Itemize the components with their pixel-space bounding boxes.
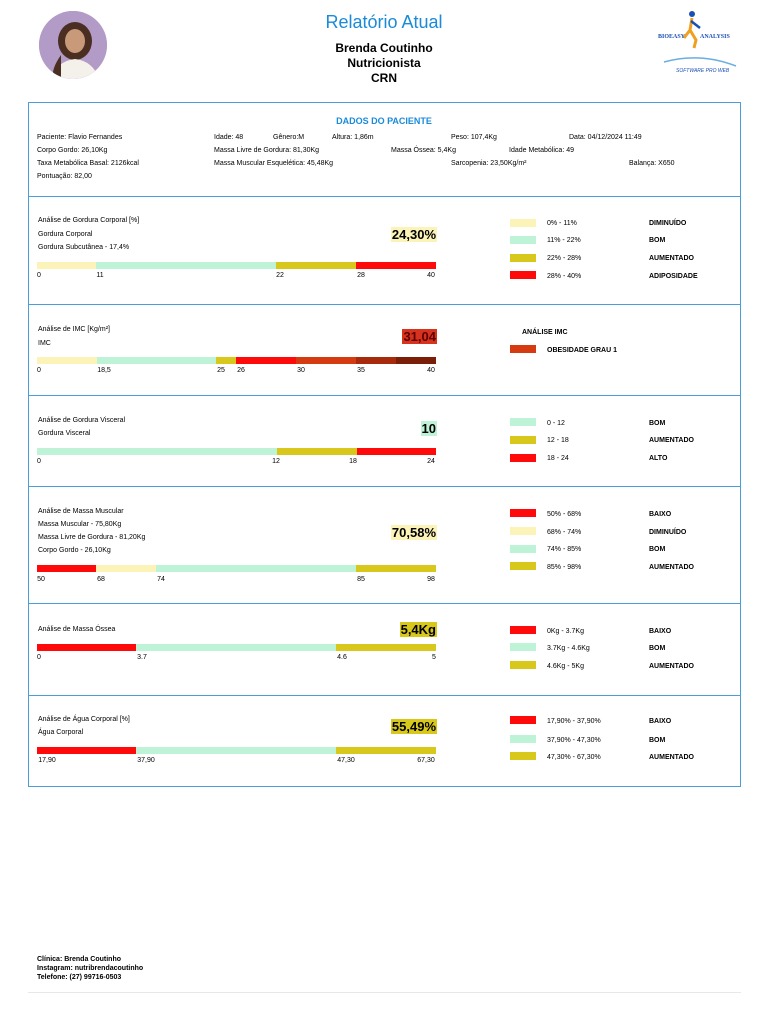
scale-tick: 18,5 [97,367,111,374]
bmi-scale-bar [37,357,436,364]
bar-segment [396,357,436,364]
legend-range: 11% - 22% [547,237,581,244]
visceral-value: 10 [421,421,436,436]
scale-tick: 0 [37,272,41,279]
bar-segment [97,357,216,364]
patient-height: Altura: 1,86m [332,134,374,141]
scale-tick: 22 [276,272,284,279]
legend-swatch [510,643,536,651]
nutritionist-name: Brenda Coutinho [335,41,433,55]
bar-segment [216,357,236,364]
legend-class: OBESIDADE GRAU 1 [547,347,618,354]
bar-segment [276,262,356,269]
water-analysis-title: Análise de Água Corporal [%] [38,716,130,723]
muscle-analysis-line: Corpo Gordo - 26,10Kg [38,547,111,554]
bar-segment [356,357,396,364]
legend-class: BOM [649,737,666,744]
muscle-scale-bar [37,565,436,572]
legend-range: 68% - 74% [547,529,582,536]
legend-class: AUMENTADO [649,663,694,670]
bar-segment [136,747,336,754]
muscle-analysis-title: Análise de Massa Muscular [38,508,124,515]
legend-range: 74% - 85% [547,546,582,553]
bar-segment [156,565,356,572]
legend-class: BAIXO [649,628,672,635]
legend-class: DIMINUÍDO [649,220,687,227]
legend-class: AUMENTADO [649,437,694,444]
legend-class: AUMENTADO [649,564,694,571]
scale-tick: 40 [427,367,435,374]
legend-swatch [510,345,536,353]
bar-segment [356,262,436,269]
scale-tick: 30 [297,367,305,374]
report-frame [28,102,741,787]
legend-range: 0% - 11% [547,220,577,227]
bar-segment [37,448,277,455]
legend-range: 0 - 12 [547,420,565,427]
muscle-analysis-line: Massa Muscular - 75,80Kg [38,521,122,528]
bar-segment [96,262,276,269]
patient-fat-mass: Corpo Gordo: 26,10Kg [37,147,108,154]
legend-range: 85% - 98% [547,564,582,571]
fat-analysis-line: Gordura Subcutânea - 17,4% [38,244,130,251]
scale-tick: 98 [427,576,435,583]
bar-segment [37,357,97,364]
bar-segment [236,357,296,364]
divider [28,486,741,487]
scale-tick: 74 [157,576,165,583]
legend-swatch [510,254,536,262]
legend-swatch [510,626,536,634]
scale-tick: 5 [432,654,436,661]
patient-bone-mass: Massa Óssea: 5,4Kg [391,147,456,154]
legend-range: 47,30% - 67,30% [547,754,601,761]
legend-range: 12 - 18 [547,437,569,444]
bone-analysis-title: Análise de Massa Óssea [38,626,116,633]
legend-swatch [510,735,536,743]
report-date: Data: 04/12/2024 11:49 [569,134,642,141]
bmi-analysis-title: Análise de IMC [Kg/m²] [38,326,110,333]
svg-text:SOFTWARE PRO WEB: SOFTWARE PRO WEB [676,68,730,74]
scale-tick: 12 [272,458,280,465]
fat-analysis-title: Análise de Gordura Corporal [%] [38,217,140,224]
legend-class: DIMINUÍDO [649,529,687,536]
patient-bmr: Taxa Metabólica Basal: 2126kcal [37,160,139,167]
bmi-analysis-line: IMC [38,340,51,347]
divider [28,304,741,305]
legend-range: 18 - 24 [547,455,569,462]
legend-swatch [510,545,536,553]
fat-scale-bar [37,262,436,269]
scale-tick: 11 [96,272,104,279]
scale-tick: 0 [37,654,41,661]
legend-range: 4.6Kg - 5Kg [547,663,584,670]
bmi-legend-title: ANÁLISE IMC [522,329,568,336]
legend-range: 0Kg - 3.7Kg [547,628,584,635]
scale-tick: 68 [97,576,105,583]
divider [28,695,741,696]
clinic-phone: Telefone: (27) 99716-0503 [37,974,122,981]
legend-swatch [510,219,536,227]
legend-range: 17,90% - 37,90% [547,718,601,725]
legend-swatch [510,454,536,462]
bone-scale-bar [37,644,436,651]
scale-tick: 37,90 [137,757,155,764]
patient-age: Idade: 48 [214,134,244,141]
bar-segment [296,357,356,364]
bioeasy-logo [656,6,744,78]
legend-range: 28% - 40% [547,273,582,280]
legend-class: BOM [649,645,666,652]
legend-class: BAIXO [649,718,672,725]
patient-sarcopenia: Sarcopenia: 23,50Kg/m² [451,160,527,167]
report-title: Relatório Atual [325,12,443,32]
bar-segment [336,644,436,651]
visceral-analysis-line: Gordura Visceral [38,430,91,437]
scale-tick: 85 [357,576,365,583]
bar-segment [336,747,436,754]
legend-swatch [510,527,536,535]
legend-swatch [510,271,536,279]
legend-range: 37,90% - 47,30% [547,737,601,744]
legend-class: ALTO [649,455,668,462]
bar-segment [136,644,336,651]
patient-section-title: DADOS DO PACIENTE [336,116,432,126]
legend-swatch [510,752,536,760]
legend-class: BAIXO [649,511,672,518]
scale-tick: 0 [37,458,41,465]
clinic-footer [37,955,143,982]
bar-segment [356,565,436,572]
legend-class: AUMENTADO [649,754,694,761]
patient-lean-mass: Massa Livre de Gordura: 81,30Kg [214,147,320,154]
legend-swatch [510,418,536,426]
legend-swatch [510,509,536,517]
clinic-instagram: Instagram: nutribrendacoutinho [37,965,144,972]
visceral-scale-bar [37,448,436,455]
fat-analysis-line: Gordura Corporal [38,231,93,238]
patient-score: Pontuação: 82,00 [37,173,92,180]
legend-class: BOM [649,546,666,553]
legend-swatch [510,716,536,724]
legend-class: BOM [649,420,666,427]
scale-tick: 24 [427,458,435,465]
avatar [39,11,107,79]
bar-segment [357,448,436,455]
scale-tick: 47,30 [337,757,355,764]
patient-scale: Balança: X650 [629,160,675,167]
legend-swatch [510,436,536,444]
svg-text:BIOEASY: BIOEASY [658,34,686,40]
legend-class: AUMENTADO [649,255,694,262]
bar-segment [37,747,136,754]
bar-segment [277,448,357,455]
bmi-value: 31,04 [403,329,436,344]
visceral-analysis-title: Análise de Gordura Visceral [38,417,126,424]
svg-text:ANALYSIS: ANALYSIS [700,34,730,40]
clinic-name: Clínica: Brenda Coutinho [37,956,121,963]
fat-value: 24,30% [391,227,436,242]
bar-segment [96,565,156,572]
scale-tick: 35 [357,367,365,374]
scale-tick: 40 [427,272,435,279]
legend-class: BOM [649,237,666,244]
water-scale-bar [37,747,436,754]
legend-range: 22% - 28% [547,255,582,262]
patient-name: Paciente: Flavio Fernandes [37,134,123,141]
divider [28,603,741,604]
patient-weight: Peso: 107,4Kg [451,134,497,141]
nutritionist-profession: Nutricionista [347,56,421,70]
legend-swatch [510,661,536,669]
legend-class: ADIPOSIDADE [649,273,698,280]
scale-tick: 0 [37,367,41,374]
bar-segment [37,644,136,651]
scale-tick: 25 [217,367,225,374]
scale-tick: 17,90 [38,757,56,764]
scale-tick: 67,30 [417,757,435,764]
muscle-value: 70,58% [391,525,436,540]
bar-segment [37,262,96,269]
scale-tick: 50 [37,576,45,583]
muscle-analysis-line: Massa Livre de Gordura - 81,20Kg [38,534,146,541]
legend-range: 3.7Kg - 4.6Kg [547,645,590,652]
patient-metabolic-age: Idade Metabólica: 49 [509,147,574,154]
nutritionist-crn: CRN [371,71,397,85]
patient-skeletal-muscle: Massa Muscular Esquelética: 45,48Kg [214,160,334,167]
divider [28,196,741,197]
footer-divider [28,992,741,993]
legend-range: 50% - 68% [547,511,582,518]
patient-gender: Gênero:M [273,134,305,141]
bone-value: 5,4Kg [400,622,436,637]
legend-swatch [510,236,536,244]
scale-tick: 18 [349,458,357,465]
scale-tick: 28 [357,272,365,279]
water-analysis-line: Água Corporal [38,729,84,736]
scale-tick: 4.6 [337,654,347,661]
water-value: 55,49% [391,719,436,734]
scale-tick: 26 [237,367,245,374]
bar-segment [37,565,96,572]
divider [28,395,741,396]
legend-swatch [510,562,536,570]
scale-tick: 3.7 [137,654,147,661]
